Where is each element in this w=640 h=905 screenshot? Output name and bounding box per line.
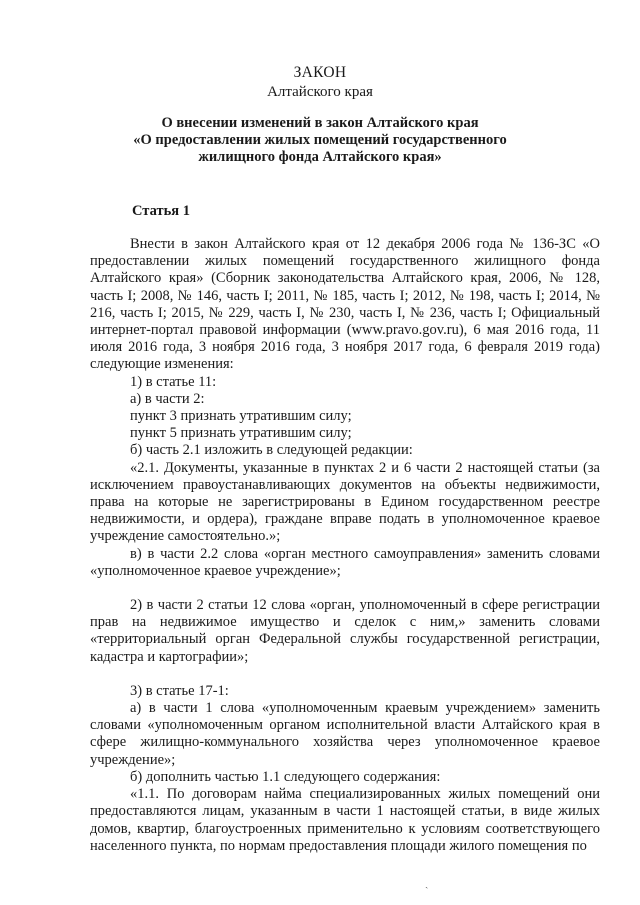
item-1-v: в) в части 2.2 слова «орган местного самоуправления» заменить словами «уполномоченное краевое учреждение»; xyxy=(90,545,600,579)
item-1: 1) в статье 11: xyxy=(130,373,217,390)
paragraph-intro: Внести в закон Алтайского края от 12 декабря 2006 года № 136-ЗС «О предоставлении жилых помещений государственного жилищного фонда Алтайского края» (Сборник законодательства Алтайского края, 2006, № 128, часть I; 2008, № 146, часть I; 2011, № 185, часть I; 2012, № 198, часть I; 2014, № 216, часть I; 2015, № 229, часть I, № 230, часть I, № 236, часть I; Официальный интернет-портал правовой информации (www.pravo.gov.ru), 6 мая 2016 года, 11 июля 2016 года, 3 ноября 2016 года, 3 ноября 2017 года, 6 февраля 2019 года) следующие изменения: xyxy=(90,236,600,373)
item-1-a: а) в части 2: xyxy=(130,390,205,407)
item-1-a-point-3: пункт 3 признать утратившим силу; xyxy=(130,408,352,425)
item-3-b-text: «1.1. По договорам найма специализированных жилых помещений они предоставляются лицам, указанным в части 1 настоящей статьи, в виде жилых домов, квартир, благоустроенных применительно к условиям соответствующего населенного пункта, по нормам предоставления площади жилого помещения по xyxy=(90,786,600,854)
article-body xyxy=(90,236,600,855)
item-3: 3) в статье 17-1: xyxy=(130,682,229,699)
law-title: ЗАКОН xyxy=(293,64,347,81)
law-region: Алтайского края xyxy=(267,84,373,100)
item-1-b: б) часть 2.1 изложить в следующей редакции: xyxy=(130,442,413,459)
item-3-a: а) в части 1 слова «уполномоченным краевым учреждением» заменить словами «уполномоченным органом исполнительной власти Алтайского края в сфере жилищно-коммунального хозяйства через уполномоченное краевое учреждение»; xyxy=(90,700,600,768)
spacer xyxy=(90,580,600,597)
law-subject-line-3: жилищного фонда Алтайского края» xyxy=(198,149,442,165)
law-subject-line-2: «О предоставлении жилых помещений государственного xyxy=(133,132,507,148)
item-1-a-point-5: пункт 5 признать утратившим силу; xyxy=(130,425,352,442)
spacer xyxy=(90,666,600,683)
article-heading: Статья 1 xyxy=(132,203,190,219)
item-2: 2) в части 2 статьи 12 слова «орган, уполномоченный в сфере регистрации прав на недвижимое имущество и сделок с ним,» заменить словами «территориальный орган Федеральной службы государственной регистрации, кадастра и картографии»; xyxy=(90,597,600,665)
item-1-b-text: «2.1. Документы, указанные в пунктах 2 и 6 части 2 настоящей статьи (за исключением правоустанавливающих документов на объекты недвижимости, права на которые не зарегистрированы в Едином государственном реестре недвижимости, и ордера), граждане вправе подать в уполномоченное краевое учреждение самостоятельно.»; xyxy=(90,459,600,545)
item-3-b: б) дополнить частью 1.1 следующего содержания: xyxy=(130,768,441,785)
scan-speck: ˎ xyxy=(425,878,429,889)
law-subject-line-1: О внесении изменений в закон Алтайского края xyxy=(161,115,479,131)
